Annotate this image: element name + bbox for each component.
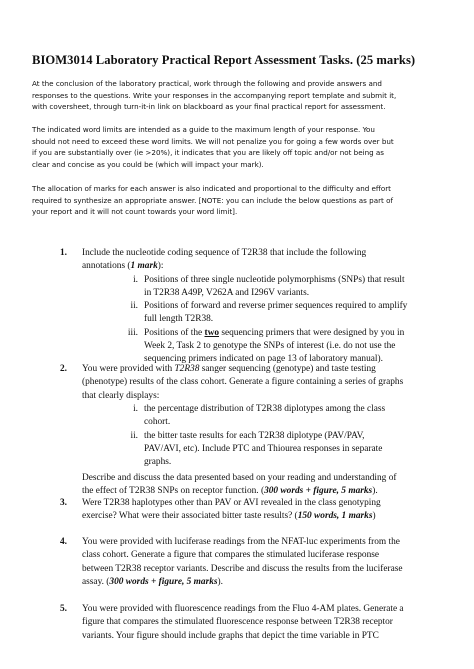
sub-item-text: Positions of forward and reverse primer sequences required to amplify full length T2R38. xyxy=(144,301,408,325)
sub-item-text: the bitter taste results for each T2R38 diplotype (PAV/PAV, PAV/AVI, etc). Include PTC and Thiourea responses in separate graphs. xyxy=(144,430,383,468)
roman-numeral: ii. xyxy=(130,301,138,312)
question-body: You were provided with T2R38 sanger sequencing (genotype) and taste testing (phenotype) results of the class cohort. Generate a figure containing a series of graphs that clearly displays: xyxy=(82,364,404,401)
text-line: your report and it will not count towards your word limit]. xyxy=(32,207,238,217)
page-title: BIOM3014 Laboratory Practical Report Assessment Tasks. (25 marks) xyxy=(32,53,416,67)
text-line: Include the nucleotide coding sequence of T2R38 that include the following xyxy=(82,248,367,258)
intro-paragraph xyxy=(32,78,450,113)
marks-label: 150 words, 1 marks xyxy=(297,511,373,522)
emphasis-two: two xyxy=(204,327,220,338)
text-line: The indicated word limits are intended as a guide to the maximum length of your response. You xyxy=(32,125,375,134)
text-line: At the conclusion of the laboratory practical, work through the following and provide answers and xyxy=(32,79,382,88)
marks-label: 1 mark xyxy=(130,261,158,272)
text-line: with coversheet, through turn-it-in link on blackboard as your final practical report for assessment. xyxy=(32,102,386,112)
question-discussion: Describe and discuss the data presented based on your reading and understanding of the effect of T2R38 SNPs on receptor function. (300 words + figure, 5 marks). xyxy=(82,473,397,497)
marks-label: 300 words + figure, 5 marks xyxy=(264,486,373,497)
question-body: You were provided with luciferase readings from the NFAT-luc experiments from the class cohort. Generate a figure that compares the stimulated luciferase response between T2R38 receptor variants. Describe and discuss the results from the luciferase assay. (300 words + figure, 5 marks). xyxy=(82,537,403,587)
question-body: You were provided with fluorescence readings from the Fluo 4-AM plates. Generate a figure that compares the stimulated fluorescence response between T2R38 receptor variants. Your figure should include graphs that depict the time variable in PTC xyxy=(82,604,404,641)
question-number: 1. xyxy=(60,248,68,258)
sub-item-text: the percentage distribution of T2R38 diplotypes among the class cohort. xyxy=(144,403,386,428)
sub-item-text: Positions of the two sequencing primers that were designed by you in Week 2, Task 2 to genotype the SNPs of interest (i.e. do not use the sequencing primers indicated on page 13 of laboratory manual). xyxy=(144,327,405,365)
question-number: 2. xyxy=(60,364,68,374)
gene-name: T2R38 xyxy=(174,364,200,374)
text-line: annotations (1 mark): xyxy=(82,261,164,272)
text-line: if you are substantially over (ie >20%), it indicates that you are likely off topic and/or not being as xyxy=(32,148,385,158)
roman-numeral: iii. xyxy=(127,327,138,338)
question-number: 3. xyxy=(60,498,68,508)
text-line: responses to the questions. Write your responses in the accompanying report template and submit it, xyxy=(32,90,397,100)
roman-numeral: ii. xyxy=(130,430,138,441)
word-limits-paragraph xyxy=(32,124,450,170)
text-line: clear and concise as you could be (which will impact your mark). xyxy=(32,159,264,169)
text-line: required to synthesize an appropriate answer. [NOTE: you can include the below questions as part of xyxy=(32,195,393,205)
question-number: 5. xyxy=(60,604,68,614)
roman-numeral: i. xyxy=(133,403,138,414)
sub-item-text: Positions of three single nucleotide polymorphisms (SNPs) that result in T2R38 A49P, V262A and I296V variants. xyxy=(144,274,405,298)
question-body: Were T2R38 haplotypes other than PAV or AVI revealed in the class genotyping exercise? What were their associated bitter taste results? (150 words, 1 marks) xyxy=(82,498,381,522)
text-line: should not need to exceed these word limits. We will not penalize you for going a few words over but xyxy=(32,136,394,146)
text-line: The allocation of marks for each answer is also indicated and proportional to the difficulty and effort xyxy=(32,184,391,193)
marks-label: 300 words + figure, 5 marks xyxy=(109,576,218,587)
roman-numeral: i. xyxy=(133,274,138,285)
question-body xyxy=(82,247,462,274)
question-number: 4. xyxy=(60,537,68,547)
marks-allocation-paragraph xyxy=(32,183,450,218)
